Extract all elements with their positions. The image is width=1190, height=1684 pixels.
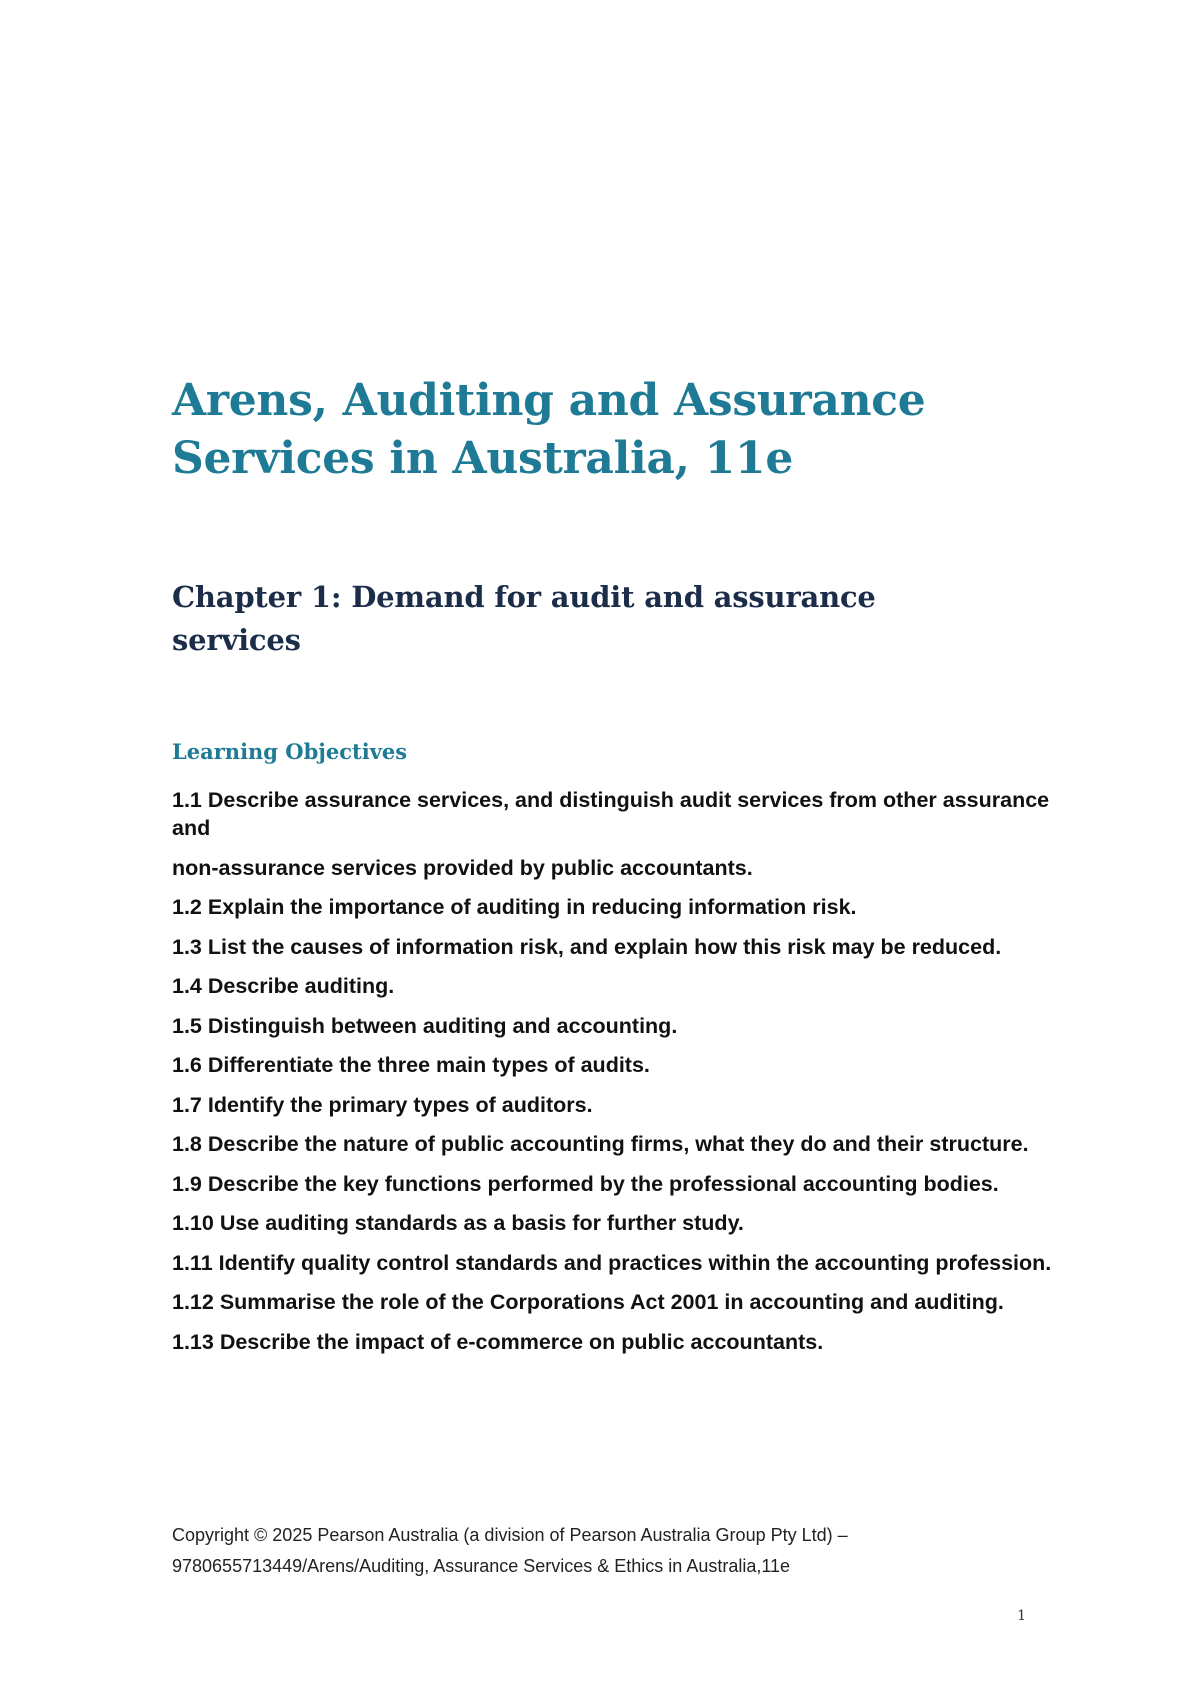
chapter-title (172, 576, 1052, 662)
copyright-line-1: Copyright © 2025 Pearson Australia (a division of Pearson Australia Group Pty Ltd) – (172, 1525, 848, 1545)
page-content (172, 372, 1052, 1367)
copyright-footer (172, 1520, 1052, 1582)
objective-item: 1.5 Distinguish between auditing and accounting. (172, 1013, 678, 1038)
objective-item: 1.11 Identify quality control standards and practices within the accounting profession. (172, 1250, 1052, 1275)
objective-item: 1.3 List the causes of information risk, and explain how this risk may be reduced. (172, 934, 1002, 959)
learning-objectives-list (172, 786, 1052, 1356)
objective-item: 1.4 Describe auditing. (172, 974, 395, 998)
objective-item: 1.7 Identify the primary types of auditors. (172, 1092, 593, 1117)
chapter-title-line-1: Chapter 1: Demand for audit and assurance (172, 580, 876, 614)
objective-item: 1.1 Describe assurance services, and distinguish audit services from other assurance and (172, 788, 1050, 840)
copyright-line-2: 9780655713449/Arens/Auditing, Assurance Services & Ethics in Australia,11e (172, 1556, 791, 1576)
objective-item: 1.6 Differentiate the three main types of audits. (172, 1053, 650, 1077)
objective-item: 1.13 Describe the impact of e-commerce on public accountants. (172, 1329, 824, 1354)
book-title-line-1: Arens, Auditing and Assurance (172, 375, 926, 426)
book-title (172, 372, 1052, 488)
objective-item: non-assurance services provided by public accountants. (172, 855, 753, 880)
book-title-line-2: Services in Australia, 11e (172, 433, 794, 484)
objective-item: 1.10 Use auditing standards as a basis for further study. (172, 1211, 744, 1235)
page-number: 1 (1017, 1608, 1026, 1624)
chapter-title-line-2: services (172, 623, 301, 657)
objective-item: 1.8 Describe the nature of public accounting firms, what they do and their structure. (172, 1132, 1029, 1156)
learning-objectives-heading: Learning Objectives (172, 739, 408, 764)
objective-item: 1.9 Describe the key functions performed by the professional accounting bodies. (172, 1171, 999, 1196)
objective-item: 1.12 Summarise the role of the Corporations Act 2001 in accounting and auditing. (172, 1290, 1004, 1314)
objective-item: 1.2 Explain the importance of auditing in reducing information risk. (172, 895, 857, 919)
